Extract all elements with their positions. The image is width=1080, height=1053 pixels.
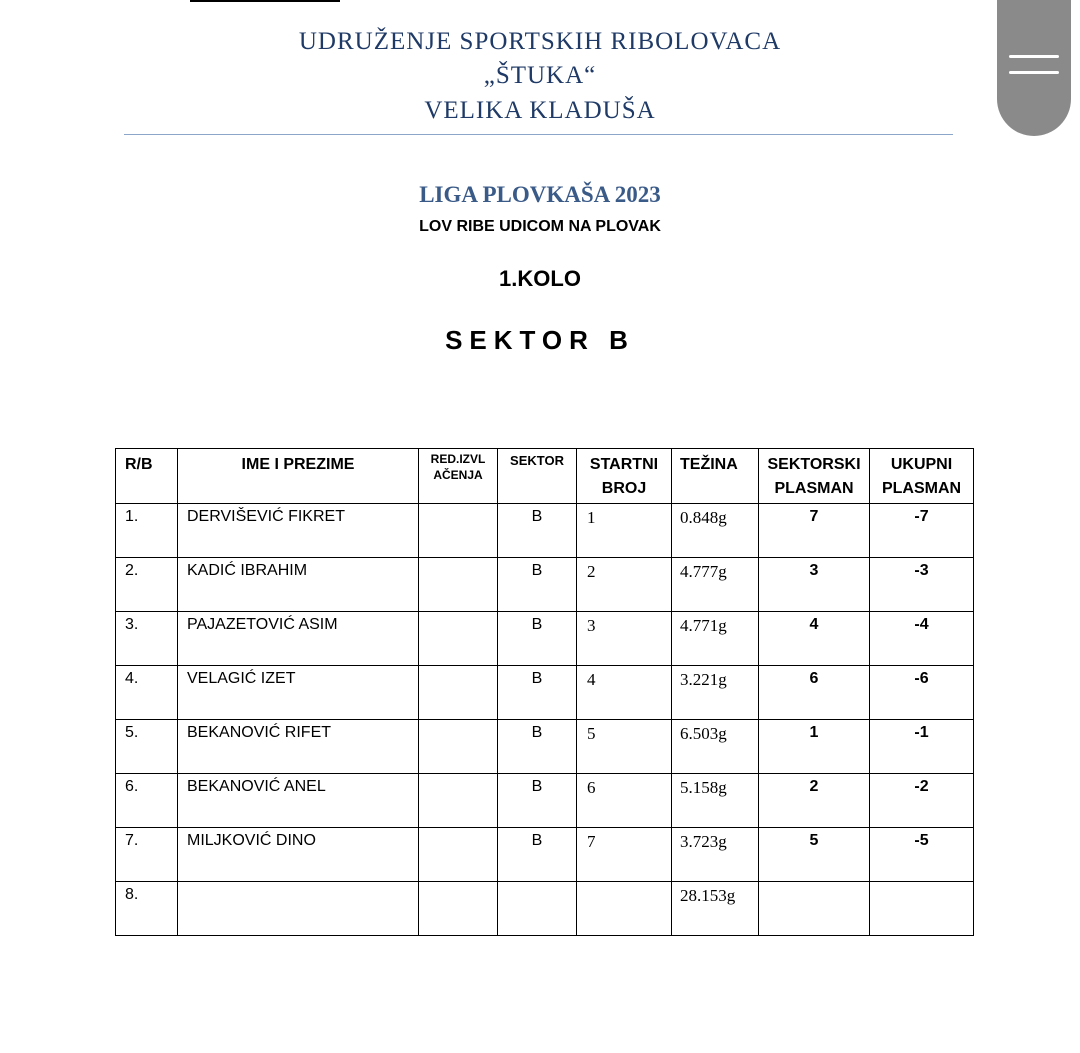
cell-tezina: 5.158g — [672, 774, 759, 828]
cell-sek-plasman: 2 — [759, 774, 870, 828]
round-title: 1.KOLO — [499, 266, 581, 291]
cell-name: MILJKOVIĆ DINO — [178, 828, 419, 882]
col-header-sektor: SEKTOR — [498, 449, 577, 504]
table-row — [116, 666, 974, 720]
cell-rb: 6. — [116, 774, 178, 828]
cell-sektor: B — [498, 774, 577, 828]
league-subtitle: LOV RIBE UDICOM NA PLOVAK — [419, 218, 661, 235]
table-row — [116, 774, 974, 828]
cell-start: 2 — [577, 558, 672, 612]
cell-sek-plasman: 6 — [759, 666, 870, 720]
cell-uk-plasman: -5 — [870, 828, 974, 882]
cell-name: VELAGIĆ IZET — [178, 666, 419, 720]
cell-start: 5 — [577, 720, 672, 774]
cell-red — [419, 774, 498, 828]
cell-red — [419, 828, 498, 882]
col-header-red: RED.IZVL AČENJA — [419, 449, 498, 504]
cell-sektor — [498, 882, 577, 936]
cell-tezina: 3.723g — [672, 828, 759, 882]
cell-uk-plasman: -4 — [870, 612, 974, 666]
cell-sektor: B — [498, 720, 577, 774]
cell-sek-plasman: 4 — [759, 612, 870, 666]
cell-sek-plasman: 1 — [759, 720, 870, 774]
sector-title: SEKTOR B — [445, 325, 635, 355]
league-title: LIGA PLOVKAŠA 2023 — [419, 182, 661, 207]
cell-uk-plasman: -3 — [870, 558, 974, 612]
cell-red — [419, 558, 498, 612]
cell-start: 7 — [577, 828, 672, 882]
viewer-menu-button[interactable] — [997, 0, 1071, 136]
cell-start: 6 — [577, 774, 672, 828]
col-header-tezina: TEŽINA — [672, 449, 759, 504]
cell-red — [419, 504, 498, 558]
cell-name: PAJAZETOVIĆ ASIM — [178, 612, 419, 666]
col-header-uk-plasman: UKUPNI PLASMAN — [870, 449, 974, 504]
cell-tezina: 6.503g — [672, 720, 759, 774]
cell-sektor: B — [498, 504, 577, 558]
cell-sek-plasman: 3 — [759, 558, 870, 612]
header-divider — [124, 134, 953, 135]
org-name-line1: UDRUŽENJE SPORTSKIH RIBOLOVACA — [298, 28, 782, 55]
org-name-line3: VELIKA KLADUŠA — [424, 97, 656, 124]
cell-start: 1 — [577, 504, 672, 558]
cell-rb: 2. — [116, 558, 178, 612]
cell-sektor: B — [498, 666, 577, 720]
cell-tezina: 4.771g — [672, 612, 759, 666]
cell-sek-plasman — [759, 882, 870, 936]
cell-sektor: B — [498, 612, 577, 666]
top-rule — [190, 0, 340, 2]
cell-start: 4 — [577, 666, 672, 720]
cell-tezina: 0.848g — [672, 504, 759, 558]
col-header-start: STARTNI BROJ — [577, 449, 672, 504]
cell-tezina: 3.221g — [672, 666, 759, 720]
cell-uk-plasman: -7 — [870, 504, 974, 558]
col-header-name: IME I PREZIME — [178, 449, 419, 504]
col-header-rb: R/B — [116, 449, 178, 504]
col-header-sek-plasman: SEKTORSKI PLASMAN — [759, 449, 870, 504]
cell-sektor: B — [498, 828, 577, 882]
org-name-line2: „ŠTUKA“ — [483, 62, 597, 89]
cell-rb: 4. — [116, 666, 178, 720]
cell-sek-plasman: 5 — [759, 828, 870, 882]
table-header-row — [116, 449, 974, 504]
cell-rb: 7. — [116, 828, 178, 882]
table-row — [116, 558, 974, 612]
cell-uk-plasman: -2 — [870, 774, 974, 828]
cell-rb: 1. — [116, 504, 178, 558]
cell-name: KADIĆ IBRAHIM — [178, 558, 419, 612]
cell-rb: 5. — [116, 720, 178, 774]
cell-sek-plasman: 7 — [759, 504, 870, 558]
cell-uk-plasman: -1 — [870, 720, 974, 774]
cell-uk-plasman — [870, 882, 974, 936]
table-row — [116, 720, 974, 774]
cell-name: BEKANOVIĆ ANEL — [178, 774, 419, 828]
cell-name — [178, 882, 419, 936]
cell-rb: 3. — [116, 612, 178, 666]
cell-uk-plasman: -6 — [870, 666, 974, 720]
cell-name: BEKANOVIĆ RIFET — [178, 720, 419, 774]
cell-red — [419, 666, 498, 720]
cell-sektor: B — [498, 558, 577, 612]
cell-tezina: 4.777g — [672, 558, 759, 612]
cell-start — [577, 882, 672, 936]
cell-red — [419, 720, 498, 774]
cell-name: DERVIŠEVIĆ FIKRET — [178, 504, 419, 558]
cell-red — [419, 612, 498, 666]
table-row — [116, 612, 974, 666]
cell-red — [419, 882, 498, 936]
table-row — [116, 504, 974, 558]
results-table — [115, 448, 974, 936]
table-row — [116, 828, 974, 882]
cell-start: 3 — [577, 612, 672, 666]
cell-rb: 8. — [116, 882, 178, 936]
table-row — [116, 882, 974, 936]
cell-tezina: 28.153g — [672, 882, 759, 936]
